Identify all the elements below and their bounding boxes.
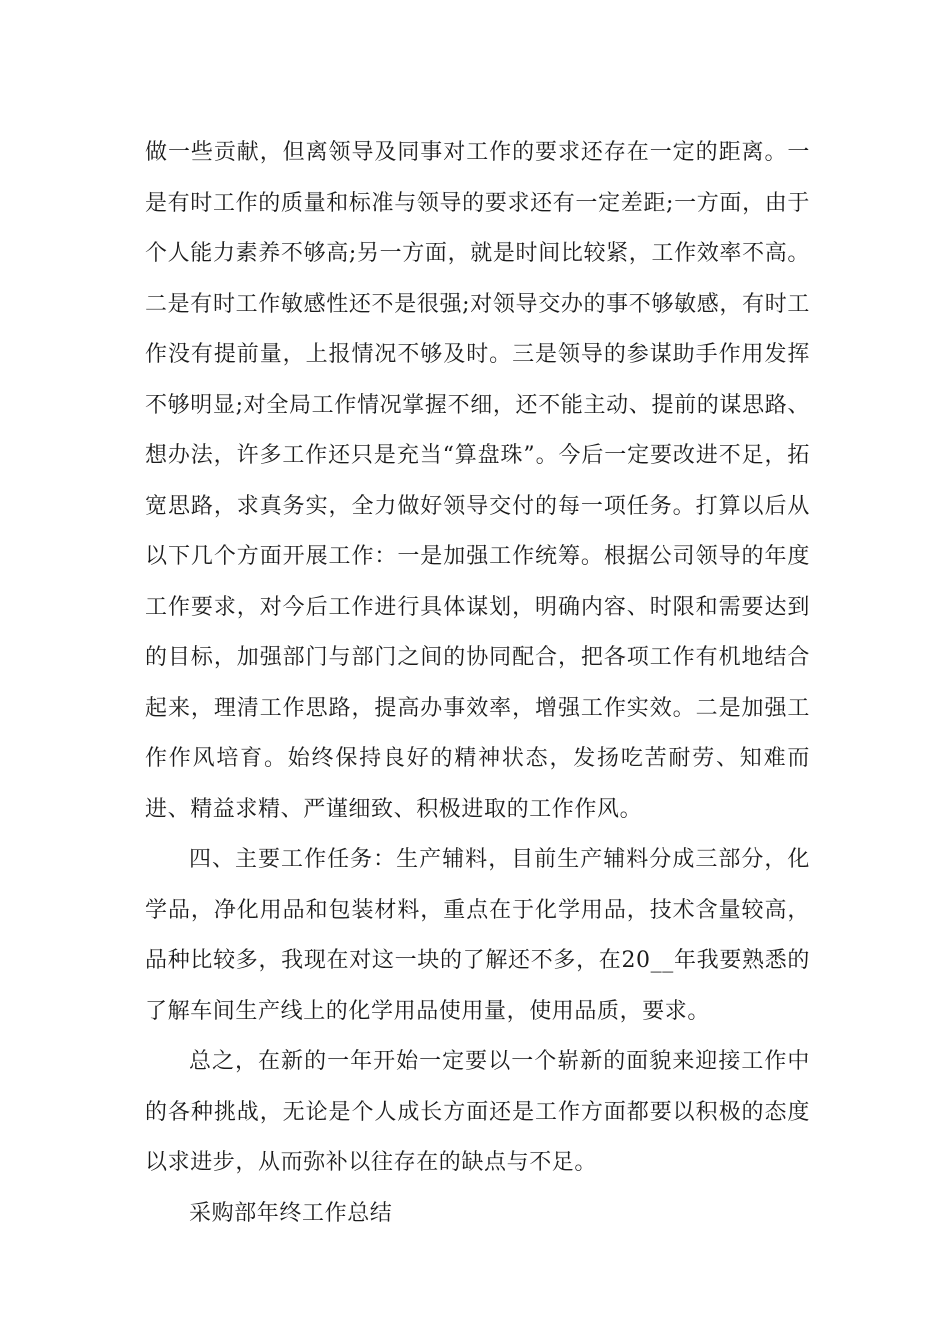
paragraph-continuation: 做一些贡献，但离领导及同事对工作的要求还存在一定的距离。一是有时工作的质量和标准与领导的要求还有一定差距;一方面，由于个人能力素养不够高;另一方面，就是时间比较紧，工作效率不高。二是有时工作敏感性还不是很强;对领导交办的事不够敏感，有时工作没有提前量，上报情况不够及时。三是领导的参谋助手作用发挥不够明显;对全局工作情况掌握不细，还不能主动、提前的谋思路、想办法，许多工作还只是充当“算盘珠”。今后一定要改进不足，拓宽思路，求真务实，全力做好领导交付的每一项任务。打算以后从以下几个方面开展工作：一是加强工作统筹。根据公司领导的年度工作要求，对今后工作进行具体谋划，明确内容、时限和需要达到的目标，加强部门与部门之间的协同配合，把各项工作有机地结合起来，理清工作思路，提高办事效率，增强工作实效。二是加强工作作风培育。始终保持良好的精神状态，发扬吃苦耐劳、知难而进、精益求精、严谨细致、积极进取的工作作风。 — [145, 140, 810, 822]
document-body — [145, 128, 810, 1239]
paragraph-conclusion: 总之，在新的一年开始一定要以一个崭新的面貌来迎接工作中的各种挑战，无论是个人成长方面还是工作方面都要以积极的态度以求进步，从而弥补以往存在的缺点与不足。 — [145, 1049, 810, 1175]
section-heading: 采购部年终工作总结 — [189, 1200, 393, 1226]
paragraph-main-tasks: 四、主要工作任务：生产辅料，目前生产辅料分成三部分，化学品，净化用品和包装材料，重点在于化学用品，技术含量较高，品种比较多，我现在对这一块的了解还不多，在20__年我要熟悉的了解车间生产线上的化学用品使用量，使用品质，要求。 — [145, 847, 810, 1024]
